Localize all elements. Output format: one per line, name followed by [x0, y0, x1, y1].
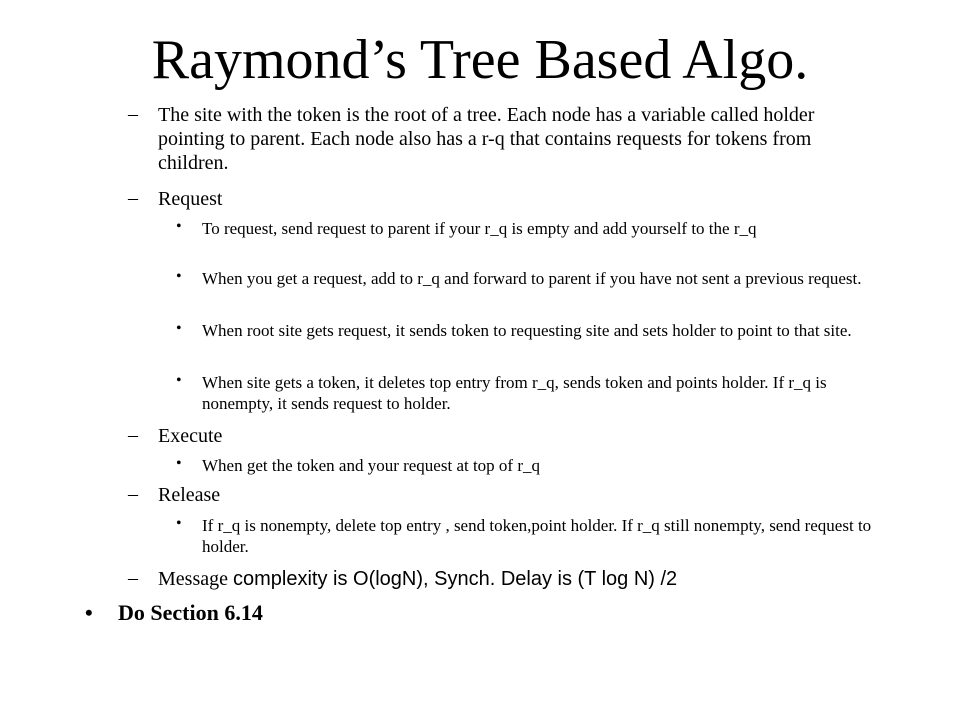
release-heading: Release	[158, 484, 221, 506]
bullet-marker: •	[176, 218, 182, 235]
request-item-text: When site gets a token, it deletes top entry from r_q, sends token and points holder. If r_q is nonempty, it sends request to holder.	[202, 373, 827, 413]
bullet-marker: •	[176, 515, 182, 532]
request-item-text: When root site gets request, it sends token to requesting site and sets holder to point to that site.	[202, 321, 852, 340]
request-heading: Request	[158, 188, 223, 210]
bullet-marker: •	[176, 455, 182, 472]
bullet-marker: •	[176, 320, 182, 337]
bullet-marker: •	[85, 600, 93, 625]
bullet-marker: •	[176, 372, 182, 389]
bullet-marker: •	[176, 268, 182, 285]
request-item-text: When you get a request, add to r_q and forward to parent if you have not sent a previous request.	[202, 269, 862, 288]
dash-marker: –	[128, 103, 138, 125]
slide-title: Raymond’s Tree Based Algo.	[151, 29, 809, 91]
dash-marker: –	[128, 567, 138, 589]
dash-marker: –	[128, 483, 138, 505]
intro-text: The site with the token is the root of a tree. Each node has a variable called holder pointing to parent. Each node also has a r-q that contains requests for tokens from children.	[158, 104, 815, 174]
complexity-rest: complexity is O(logN), Synch. Delay is (T log N) /2	[232, 568, 678, 590]
complexity-text	[158, 567, 677, 591]
dash-marker: –	[128, 424, 138, 446]
footer-text: Do Section 6.14	[118, 600, 263, 625]
execute-item-text: When get the token and your request at top of r_q	[202, 456, 541, 475]
release-item-text: If r_q is nonempty, delete top entry , send token,point holder. If r_q still nonempty, send request to holder.	[202, 516, 872, 556]
execute-heading: Execute	[158, 425, 223, 447]
request-item-text: To request, send request to parent if your r_q is empty and add yourself to the r_q	[202, 219, 757, 238]
complexity-prefix: Message	[158, 568, 228, 590]
dash-marker: –	[128, 187, 138, 209]
